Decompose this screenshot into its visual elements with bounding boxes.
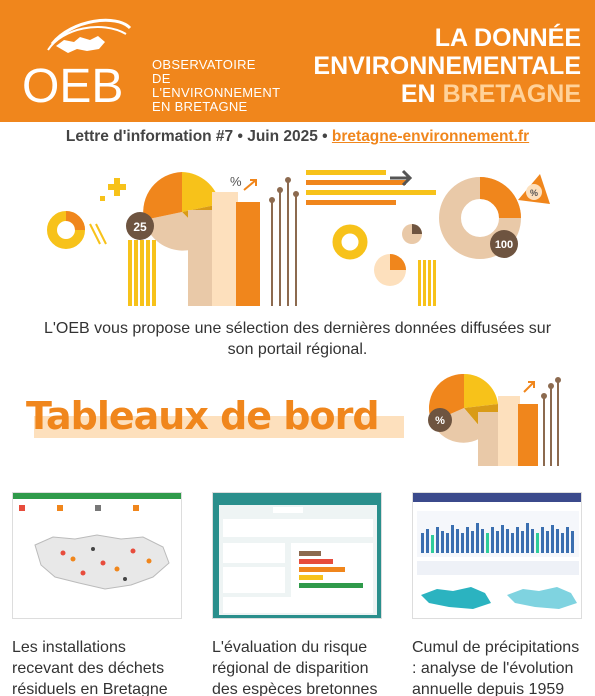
dashboard-card-species[interactable] (212, 492, 384, 696)
triangle-percent-text: % (529, 188, 539, 198)
plus-icon (108, 178, 126, 196)
logo-letters: OEB (22, 60, 124, 110)
rainfall-thumbnail-image (413, 493, 582, 619)
percent-icon: % (230, 174, 242, 189)
oeb-logo-mark (22, 14, 142, 110)
card-title[interactable]: L'évaluation du risque régional de disparition des espèces bretonnes (212, 639, 378, 696)
issue-info: Lettre d'information #7 • Juin 2025 • (65, 128, 332, 145)
card-thumbnail-species-dashboard[interactable] (212, 492, 382, 619)
headline-prefix: EN (400, 80, 443, 108)
small-donut-icon (337, 229, 363, 255)
logo-line-3: EN BRETAGNE (152, 99, 248, 114)
bar-icon (212, 192, 238, 306)
dashboard-card-waste[interactable] (12, 492, 184, 696)
map-thumbnail-image (13, 493, 182, 619)
oeb-logo[interactable] (22, 14, 281, 114)
card-thumbnail-rainfall-dashboard[interactable] (412, 492, 582, 619)
striped-bars-icon (128, 240, 156, 306)
line-bars-icon (544, 380, 558, 466)
headline-line-3 (313, 80, 581, 108)
section-title: Tableaux de bord (26, 394, 379, 438)
newsletter-header (0, 0, 595, 122)
bar-icon (518, 404, 538, 466)
card-thumbnail-waste-map[interactable] (12, 492, 182, 619)
arrow-up-icon (524, 382, 534, 392)
horizontal-bars-icon (306, 170, 436, 205)
bar-icon (498, 396, 520, 466)
portal-link[interactable]: bretagne-environnement.fr (331, 128, 530, 145)
line-bars-icon (272, 180, 296, 306)
intro-text: L'OEB vous propose une sélection des dernières données diffusées sur son portail régional. (43, 320, 552, 358)
bar-icon (188, 210, 214, 306)
decor-lines-icon (90, 224, 106, 244)
logo-line-2: DE L'ENVIRONNEMENT (152, 71, 281, 100)
species-thumbnail-image (213, 493, 382, 619)
badge-100-text: 100 (494, 239, 514, 251)
logo-line-1: OBSERVATOIRE (152, 57, 256, 72)
section-header (26, 394, 406, 444)
card-title[interactable]: Les installations recevant des déchets résiduels en Bretagne (12, 639, 168, 696)
headline-line-2: ENVIRONNEMENTALE (313, 52, 581, 80)
newsletter-issue-line (0, 128, 595, 146)
section-badge-text: % (435, 415, 445, 427)
logo-caption (152, 58, 280, 114)
section-illustration (420, 374, 570, 466)
striped-bars-icon (418, 260, 436, 306)
data-illustration (40, 160, 560, 310)
card-title[interactable]: Cumul de précipitations : analyse de l'évolution annuelle depuis 1959 (412, 639, 580, 696)
bar-icon (478, 412, 500, 466)
headline-accent: BRETAGNE (442, 80, 581, 108)
headline-line-1: LA DONNÉE (434, 24, 581, 52)
arrow-up-icon (244, 180, 256, 190)
dashboard-card-rainfall[interactable] (412, 492, 584, 696)
badge-25-text: 25 (133, 220, 147, 234)
plus-icon (100, 196, 105, 201)
newsletter-headline (313, 24, 581, 108)
bar-icon (236, 202, 260, 306)
